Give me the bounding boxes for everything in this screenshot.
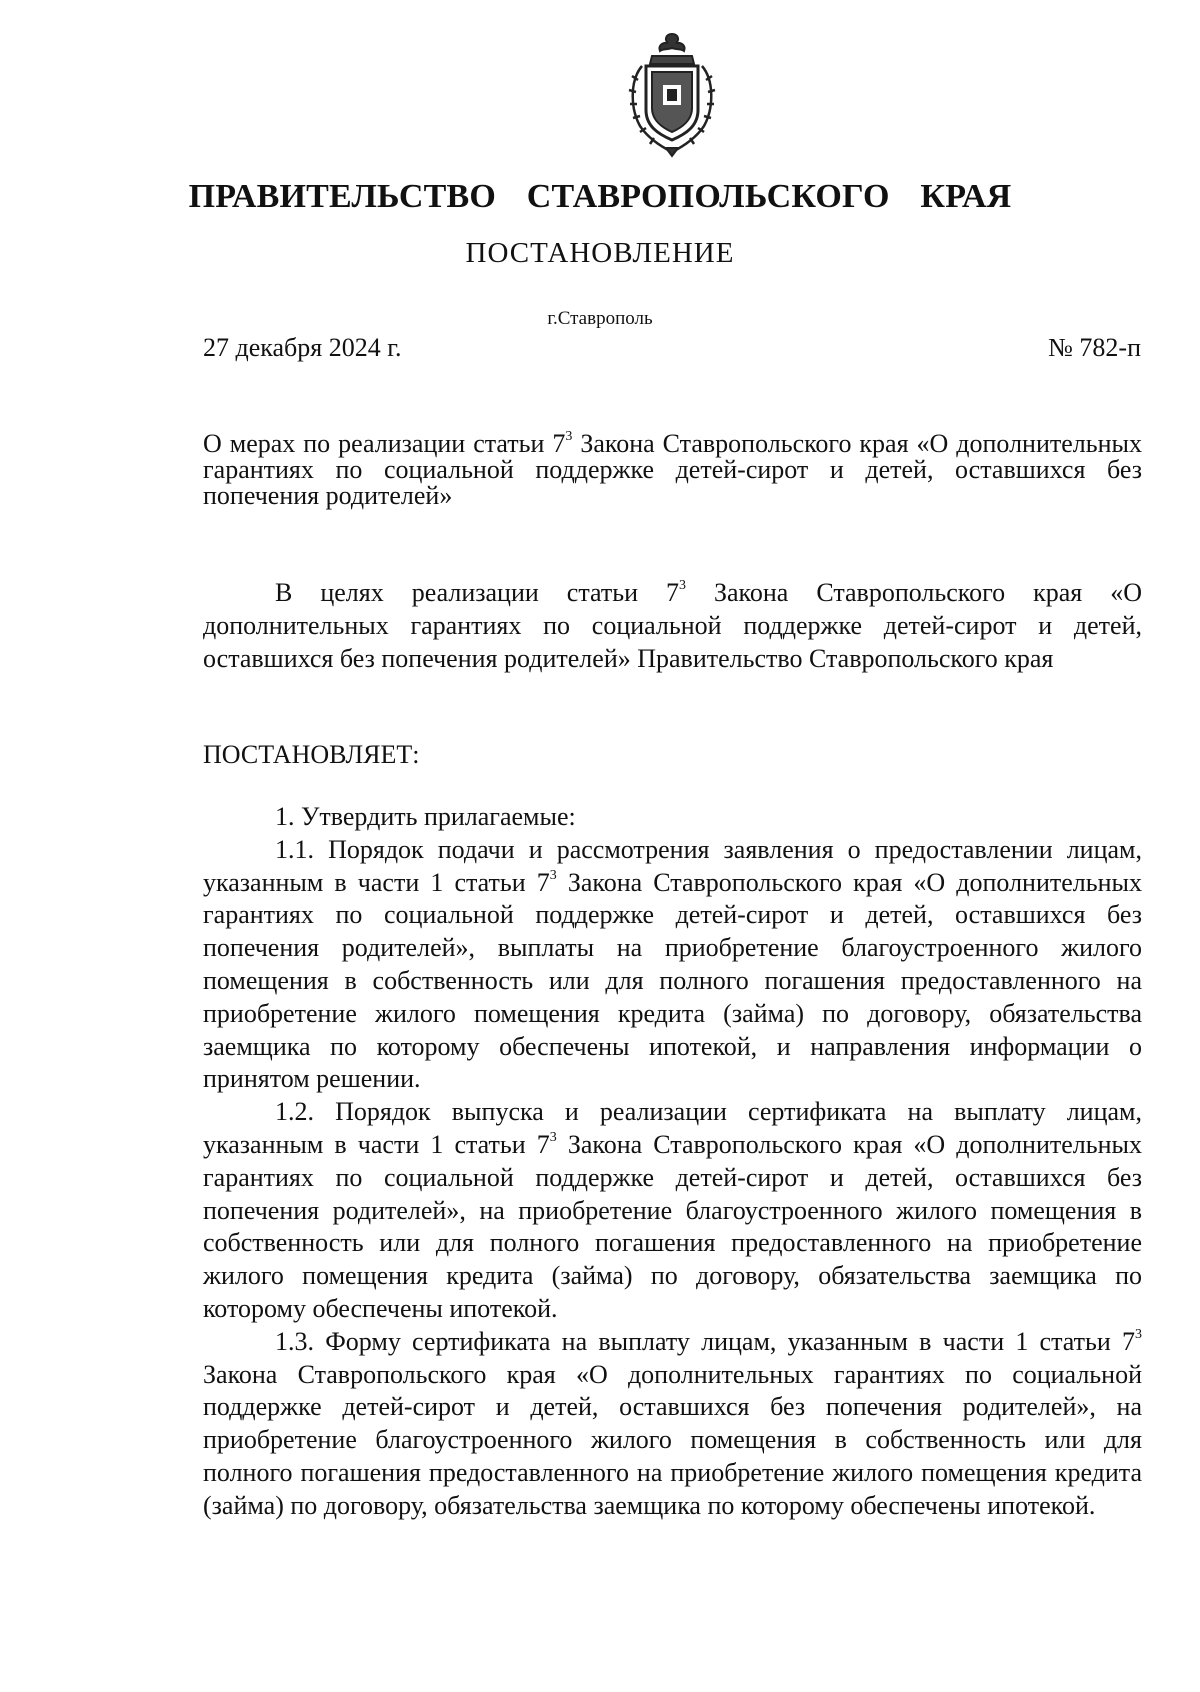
item-1-1-text-end: Закона Ставропольского края «О дополнительных гарантиях по социальной поддержке детей-сирот и детей, оставшихся без попечения родителей», выплаты на приобретение благоустроенного жилого помещения в собственность или для полного погашения предоставленного на приобретение жилого помещения кредита (займа) по договору, обязательства заемщика по которому обеспечены ипотекой, и направления информации о принятом решении. (203, 867, 1142, 1094)
item-1-3-text-end: Закона Ставропольского края «О дополнительных гарантиях по социальной поддержке детей-сирот и детей, оставшихся без попечения родителей», на приобретение благоустроенного жилого помещения в собственность или для полного погашения предоставленного на приобретение жилого помещения кредита (займа) по договору, обязательства заемщика по которому обеспечены ипотекой. (203, 1359, 1142, 1520)
item-1-1 (203, 834, 1142, 1096)
item-1-3 (203, 1326, 1142, 1523)
item-1-1-text-start: 1.1. Порядок подачи и рассмотрения заявления о предоставлении лицам, указанным в части 1 статьи 7 (203, 834, 1142, 897)
coat-of-arms-emblem (622, 30, 722, 160)
item-1-2-superscript: 3 (549, 1130, 557, 1146)
item-1: 1. Утвердить прилагаемые: (275, 802, 576, 831)
item-1-2 (203, 1096, 1142, 1326)
subject-text-start: О мерах по реализации статьи 7 (203, 429, 566, 458)
subject-superscript: 3 (565, 429, 573, 445)
document-number: № 782-п (1048, 333, 1141, 362)
document-subject (203, 431, 1142, 509)
preamble-text-start: В целях реализации статьи 7 (275, 578, 679, 607)
document-type: ПОСТАНОВЛЕНИЕ (465, 237, 735, 269)
preamble-text-end: Закона Ставропольского края «О дополнительных гарантиях по социальной поддержке детей-сирот и детей, оставшихся без попечения родителей» Правительство Ставропольского края (203, 578, 1142, 673)
item-1-2-text-start: 1.2. Порядок выпуска и реализации сертификата на выплату лицам, указанным в части 1 статьи 7 (203, 1097, 1142, 1159)
subject-text-end: Закона Ставропольского края «О дополнительных гарантиях по социальной поддержке детей-сирот и детей, оставшихся без попечения родителей» (203, 429, 1142, 510)
preamble-paragraph (203, 577, 1142, 675)
item-1-3-text-start: 1.3. Форму сертификата на выплату лицам, указанным в части 1 статьи 7 (275, 1326, 1135, 1356)
decree-items (203, 801, 1142, 1523)
decree-word: ПОСТАНОВЛЯЕТ: (203, 740, 420, 769)
item-1-3-superscript: 3 (1135, 1327, 1142, 1343)
document-date: 27 декабря 2024 г. (203, 333, 402, 362)
item-1-2-text-end: Закона Ставропольского края «О дополнительных гарантиях по социальной поддержке детей-сирот и детей, оставшихся без попечения родителей», на приобретение благоустроенного жилого помещения в собственность или для полного погашения предоставленного на приобретение жилого помещения кредита (займа) по договору, обязательства заемщика по которому обеспечены ипотекой. (203, 1129, 1142, 1323)
preamble-superscript: 3 (679, 578, 686, 594)
city: г.Ставрополь (547, 308, 653, 329)
government-title: ПРАВИТЕЛЬСТВО СТАВРОПОЛЬСКОГО КРАЯ (188, 178, 1012, 215)
item-1-1-superscript: 3 (549, 867, 557, 883)
